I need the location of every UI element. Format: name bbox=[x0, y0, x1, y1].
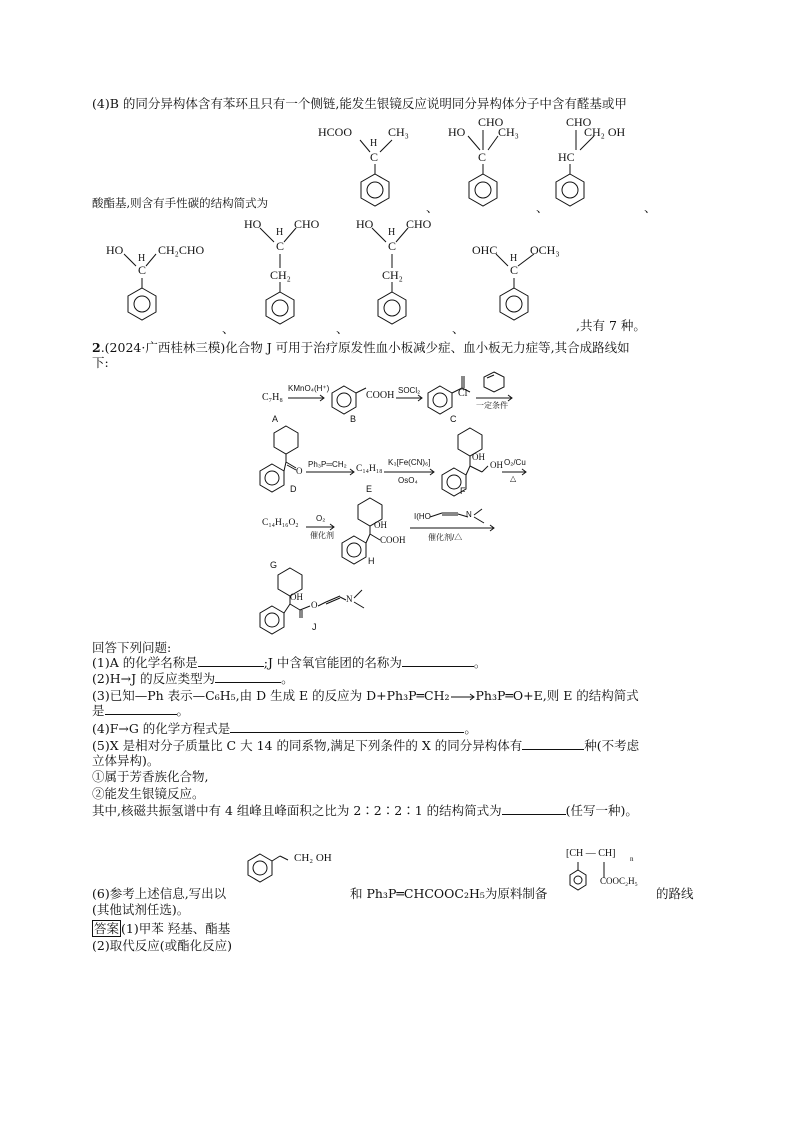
sep-1: 、 bbox=[426, 200, 439, 215]
questions-intro: 回答下列问题: bbox=[92, 640, 172, 655]
reagent-7a: O₂ bbox=[316, 514, 326, 523]
s4-h: H bbox=[138, 253, 146, 264]
q3-reaction-arrow bbox=[450, 692, 476, 702]
answer-blank-5[interactable] bbox=[522, 738, 584, 750]
q6-text-b: 和 Ph₃P═CHCOOC₂H₅为原料制备 bbox=[350, 886, 548, 901]
q5-text-b: 种(不考虑 bbox=[584, 738, 640, 753]
q6-ch2oh: CH₂ OH bbox=[294, 852, 332, 864]
s1-h: H bbox=[370, 138, 378, 149]
arrow-8 bbox=[410, 524, 498, 532]
q2-text-c: 。 bbox=[281, 671, 294, 686]
q1-text-a: (1)A 的化学名称是 bbox=[92, 655, 198, 670]
s6-ho: HO bbox=[356, 217, 374, 231]
q3-text-b: Ph₃P═O+E,则 E 的结构简式 bbox=[475, 688, 639, 703]
answer-blank-1b[interactable] bbox=[402, 655, 474, 667]
question-4 bbox=[92, 721, 477, 736]
compound-B-ring bbox=[330, 382, 370, 418]
polymer-n: n bbox=[630, 855, 634, 863]
q4-tail: ,共有 7 种。 bbox=[576, 318, 646, 333]
condition-2: ②能发生银镜反应。 bbox=[92, 786, 205, 801]
arrow-4 bbox=[306, 468, 358, 476]
answer-line-1 bbox=[92, 921, 230, 936]
q2-header-line2: 下: bbox=[92, 355, 109, 370]
reagent-7b: 催化剂 bbox=[310, 531, 334, 540]
answer-blank-4[interactable] bbox=[230, 721, 464, 733]
answer-blank-5b[interactable] bbox=[502, 803, 566, 815]
s4-ho: HO bbox=[106, 243, 124, 257]
s2-c: C bbox=[478, 150, 487, 164]
answer-1: (1)甲苯 羟基、酯基 bbox=[121, 921, 231, 936]
s4-bonds-ring bbox=[106, 248, 186, 328]
label-E: E bbox=[366, 484, 373, 494]
reagent-cyclohexene bbox=[480, 370, 508, 394]
compound-J-structure bbox=[256, 566, 376, 630]
q1-text-c: 。 bbox=[473, 655, 487, 670]
s4-ch2cho: CH₂CHO bbox=[158, 243, 205, 257]
s5-ho: HO bbox=[244, 217, 262, 231]
compound-G-formula: C₁₄H₁₆O₂ bbox=[262, 518, 299, 528]
s1-c: C bbox=[370, 150, 379, 164]
s7-och3: OCH₃ bbox=[530, 243, 560, 257]
s7-c: C bbox=[510, 263, 519, 277]
reagent-8-n: N bbox=[466, 510, 472, 519]
arrow-5 bbox=[384, 468, 438, 476]
s1-hcoo: HCOO bbox=[318, 125, 353, 139]
label-H: H bbox=[368, 556, 375, 566]
compound-H-structure bbox=[340, 496, 404, 558]
label-G: G bbox=[270, 560, 278, 570]
s5-ch2: CH₂ bbox=[270, 268, 291, 282]
reagent-5a: K₃[Fe(CN)₆] bbox=[388, 458, 431, 467]
s7-ohc: OHC bbox=[472, 243, 498, 257]
s5-c: C bbox=[276, 239, 285, 253]
compound-C-cl: Cl bbox=[458, 388, 468, 399]
reagent-4-wittig: Ph₃P═CH₂ bbox=[308, 460, 347, 469]
sep-3: 、 bbox=[644, 200, 657, 215]
label-F: F bbox=[460, 486, 466, 496]
q4q-text-a: (4)F→G 的化学方程式是 bbox=[92, 721, 231, 736]
answer-blank-3[interactable] bbox=[105, 703, 177, 715]
reagent-6a: O₂/Cu bbox=[504, 458, 526, 467]
s3-ch2oh: CH₂ OH bbox=[584, 125, 626, 139]
s2-ch3: CH₃ bbox=[498, 125, 519, 139]
answer-line-2: (2)取代反应(或酯化反应) bbox=[92, 938, 232, 953]
q3-text-c: 是 bbox=[92, 703, 105, 718]
s5-cho: CHO bbox=[294, 217, 320, 231]
s1-bonds-ring bbox=[340, 130, 420, 214]
label-J: J bbox=[312, 622, 317, 632]
polymer-backbone: [CH — CH] bbox=[566, 848, 616, 859]
label-A: A bbox=[272, 414, 279, 424]
q6-benzyl-ring bbox=[246, 848, 296, 892]
question-3-line1 bbox=[92, 688, 639, 703]
reagent-8a: I(HO bbox=[414, 512, 431, 521]
q3-text-d: 。 bbox=[176, 703, 190, 718]
q3-text-a: (3)已知—Ph 表示—C₆H₅,由 D 生成 E 的反应为 D+Ph₃P═CH₂ bbox=[92, 688, 450, 703]
compound-H-cooh: COOH bbox=[380, 535, 406, 545]
answer-blank-2[interactable] bbox=[215, 671, 281, 683]
q6-text-c: 的路线 bbox=[656, 886, 694, 901]
answer-tag: 答案 bbox=[94, 921, 120, 936]
q4-text-line1: (4)B 的同分异构体含有苯环且只有一个侧链,能发生银镜反应说明同分异构体分子中含有醛基或甲 bbox=[92, 96, 627, 111]
s6-c: C bbox=[388, 239, 397, 253]
compound-D-structure bbox=[256, 424, 316, 486]
answer-blank-1a[interactable] bbox=[198, 655, 264, 667]
sep-6: 、 bbox=[452, 321, 465, 336]
question-3-line2 bbox=[92, 703, 189, 718]
label-B: B bbox=[350, 414, 357, 424]
q1-text-b: ;J 中含氧官能团的名称为 bbox=[263, 655, 402, 670]
q5-text-a: (5)X 是相对分子质量比 C 大 14 的同系物,满足下列条件的 X 的同分异构体有 bbox=[92, 738, 523, 753]
sep-2: 、 bbox=[536, 200, 549, 215]
s6-ch2: CH₂ bbox=[382, 268, 403, 282]
q2-header-line1 bbox=[92, 340, 630, 355]
polymer-ester: COOC₂H₅ bbox=[600, 876, 638, 886]
q2-number: 2 bbox=[92, 340, 101, 355]
s7-bonds-ring bbox=[478, 248, 558, 328]
s1-ch3: CH₃ bbox=[388, 125, 409, 139]
s2-bonds-ring bbox=[448, 128, 528, 214]
q2-text-a: (2)H→J 的反应类型为 bbox=[92, 671, 216, 686]
reagent-6b: △ bbox=[510, 474, 517, 483]
label-C: C bbox=[450, 414, 457, 424]
question-1 bbox=[92, 655, 486, 670]
arrow-1 bbox=[288, 394, 328, 402]
s3-cho: CHO bbox=[566, 115, 592, 129]
compound-A-formula: C₇H₈ bbox=[262, 392, 283, 403]
condition-1: ①属于芳香族化合物, bbox=[92, 769, 209, 784]
sep-4: 、 bbox=[222, 321, 235, 336]
reagent-1: KMnO₄(H⁺) bbox=[288, 384, 330, 393]
s2-ho: HO bbox=[448, 125, 466, 139]
compound-C-ring bbox=[426, 372, 476, 416]
question-5-line1 bbox=[92, 738, 639, 753]
q6-text-d: (其他试剂任选)。 bbox=[92, 902, 190, 917]
compound-J-o: O bbox=[311, 600, 318, 610]
compound-J-oh: OH bbox=[290, 592, 303, 602]
arrow-2 bbox=[396, 394, 426, 402]
s7-h: H bbox=[510, 253, 518, 264]
reagent-8b: 催化剂/△ bbox=[428, 533, 463, 542]
compound-B-cooh: COOH bbox=[366, 390, 395, 401]
s2-cho: CHO bbox=[478, 115, 504, 129]
nmr-text-a: 其中,核磁共振氢谱中有 4 组峰且峰面积之比为 2∶2∶2∶1 的结构简式为 bbox=[92, 803, 502, 818]
sep-5: 、 bbox=[336, 321, 349, 336]
reagent-3-condition: 一定条件 bbox=[476, 401, 508, 410]
s5-bonds-ring bbox=[244, 222, 324, 330]
q4q-text-c: 。 bbox=[464, 721, 477, 736]
compound-F-oh2: OH bbox=[490, 460, 503, 470]
s3-bonds-ring bbox=[536, 128, 616, 214]
q6-text-a: (6)参考上述信息,写出以 bbox=[92, 886, 227, 901]
s6-bonds-ring bbox=[356, 222, 436, 330]
s4-c: C bbox=[138, 263, 147, 277]
label-D: D bbox=[290, 484, 297, 494]
compound-F-oh1: OH bbox=[472, 452, 485, 462]
reagent-2: SOCl₂ bbox=[398, 386, 421, 395]
compound-H-oh: OH bbox=[374, 520, 387, 530]
question-5-line2: 立体异构)。 bbox=[92, 753, 160, 768]
reagent-5b: OsO₄ bbox=[398, 476, 418, 485]
question-2 bbox=[92, 671, 294, 686]
s6-cho: CHO bbox=[406, 217, 432, 231]
nmr-text-b: (任写一种)。 bbox=[565, 803, 638, 818]
s3-hc: HC bbox=[558, 150, 575, 164]
q2-header-text: .(2024·广西桂林三模)化合物 J 可用于治疗原发性血小板减少症、血小板无力症等,其合成路线如 bbox=[100, 340, 630, 355]
s5-h: H bbox=[276, 227, 284, 238]
question-5-nmr bbox=[92, 803, 638, 818]
compound-J-n: N bbox=[346, 594, 353, 604]
q4-text-line2: 酸酯基,则含有手性碳的结构简式为 bbox=[92, 196, 269, 210]
s6-h: H bbox=[388, 227, 396, 238]
compound-D-o: O bbox=[296, 466, 303, 476]
compound-E-formula: C₁₄H₁₈ bbox=[356, 464, 383, 474]
